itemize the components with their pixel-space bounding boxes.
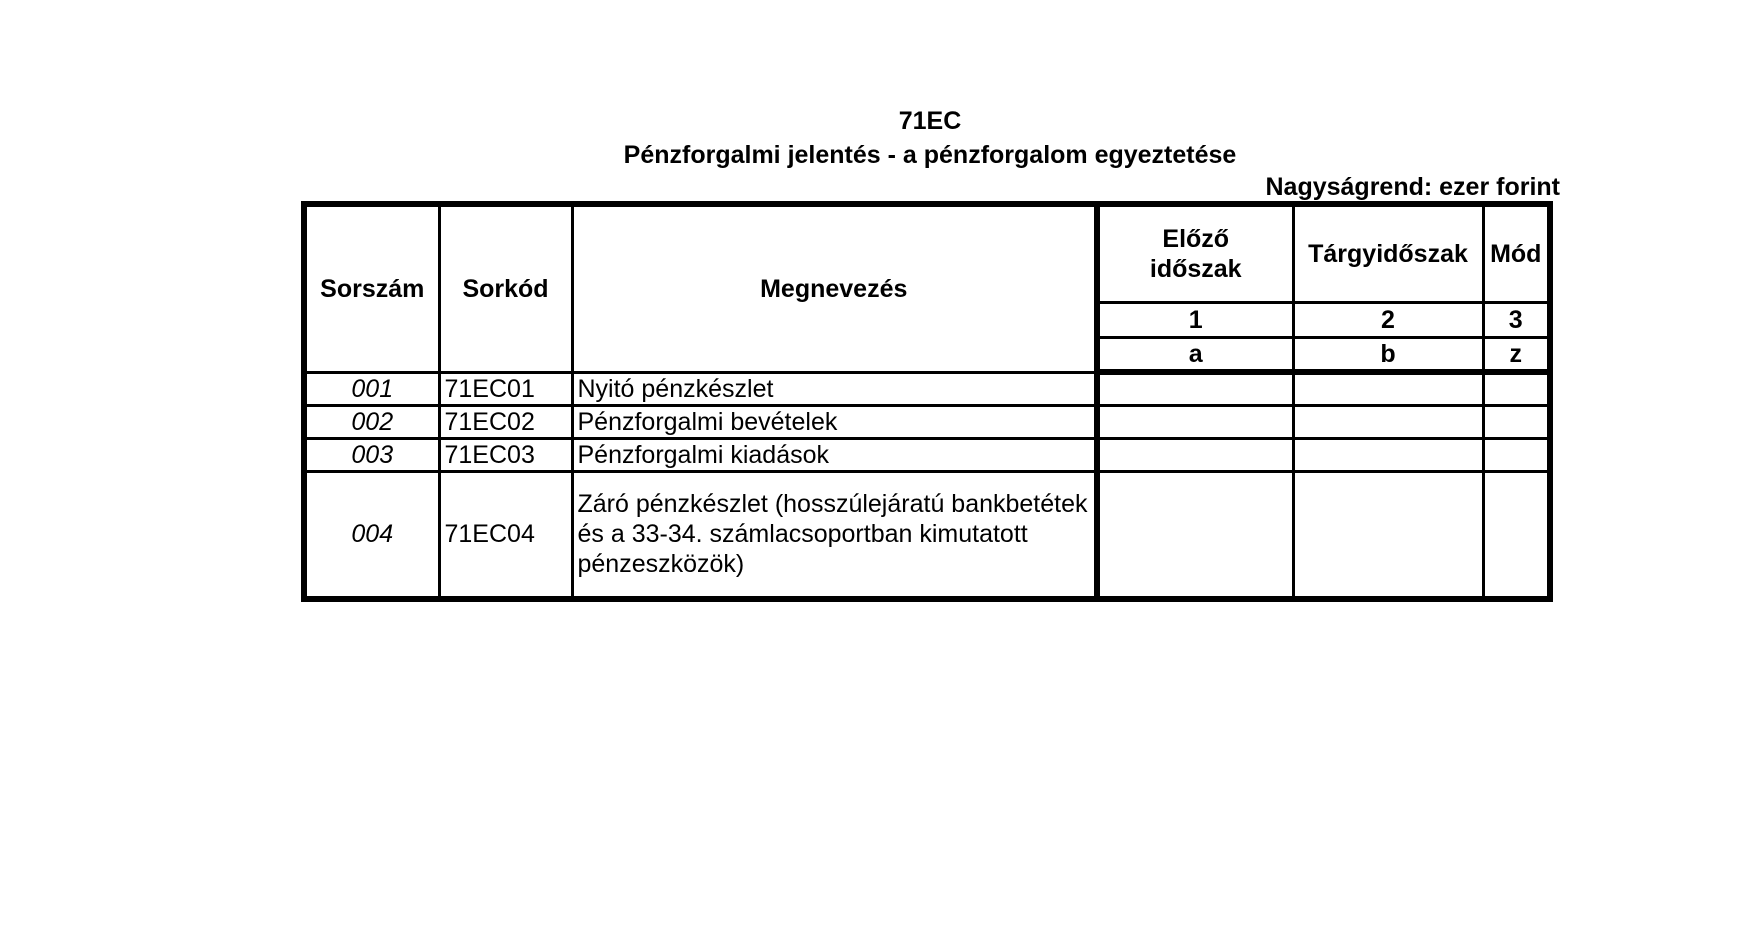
row-sorkod: 71EC02 xyxy=(439,405,572,438)
table-row xyxy=(304,438,1550,471)
header-mod: Mód xyxy=(1483,204,1550,302)
row-sorkod: 71EC04 xyxy=(439,471,572,599)
header-col-number-3: 3 xyxy=(1483,302,1550,337)
cell-mod[interactable] xyxy=(1483,372,1550,405)
cell-elozo-idoszak[interactable] xyxy=(1097,405,1293,438)
row-sorszam: 003 xyxy=(304,438,439,471)
row-megnevezes: Nyitó pénzkészlet xyxy=(572,372,1097,405)
cell-mod[interactable] xyxy=(1483,438,1550,471)
cell-targyidoszak[interactable] xyxy=(1293,438,1483,471)
table-row xyxy=(304,372,1550,405)
header-sorkod: Sorkód xyxy=(439,204,572,372)
header-col-letter-z: z xyxy=(1483,337,1550,372)
table-row xyxy=(304,405,1550,438)
header-megnevezes: Megnevezés xyxy=(572,204,1097,372)
cell-elozo-idoszak[interactable] xyxy=(1097,438,1293,471)
report-code: 71EC xyxy=(898,107,962,135)
reconciliation-table xyxy=(301,201,1553,602)
table-row xyxy=(304,471,1550,599)
header-elozo-idoszak xyxy=(1097,204,1293,302)
cell-targyidoszak[interactable] xyxy=(1293,405,1483,438)
row-megnevezes: Záró pénzkészlet (hosszúlejáratú bankbetétek és a 33-34. számlacsoportban kimutatott pénzeszközök) xyxy=(572,471,1097,599)
cell-mod[interactable] xyxy=(1483,405,1550,438)
table-body xyxy=(304,372,1550,599)
header-col-letter-b: b xyxy=(1293,337,1483,372)
row-sorkod: 71EC01 xyxy=(439,372,572,405)
table-header xyxy=(304,204,1550,372)
row-sorkod: 71EC03 xyxy=(439,438,572,471)
cell-elozo-idoszak[interactable] xyxy=(1097,471,1293,599)
cell-targyidoszak[interactable] xyxy=(1293,471,1483,599)
cell-targyidoszak[interactable] xyxy=(1293,372,1483,405)
row-sorszam: 004 xyxy=(304,471,439,599)
header-col-letter-a: a xyxy=(1097,337,1293,372)
row-megnevezes: Pénzforgalmi kiadások xyxy=(572,438,1097,471)
header-col-number-1: 1 xyxy=(1097,302,1293,337)
cell-elozo-idoszak[interactable] xyxy=(1097,372,1293,405)
row-sorszam: 002 xyxy=(304,405,439,438)
report-title: Pénzforgalmi jelentés - a pénzforgalom egyeztetése xyxy=(623,141,1237,169)
row-megnevezes: Pénzforgalmi bevételek xyxy=(572,405,1097,438)
unit-label: Nagyságrend: ezer forint xyxy=(1265,173,1560,201)
header-elozo-idoszak-label: Előző időszak xyxy=(1149,224,1242,283)
header-col-number-2: 2 xyxy=(1293,302,1483,337)
row-sorszam: 001 xyxy=(304,372,439,405)
cell-mod[interactable] xyxy=(1483,471,1550,599)
header-targyidoszak: Tárgyidőszak xyxy=(1293,204,1483,302)
header-sorszam: Sorszám xyxy=(304,204,439,372)
